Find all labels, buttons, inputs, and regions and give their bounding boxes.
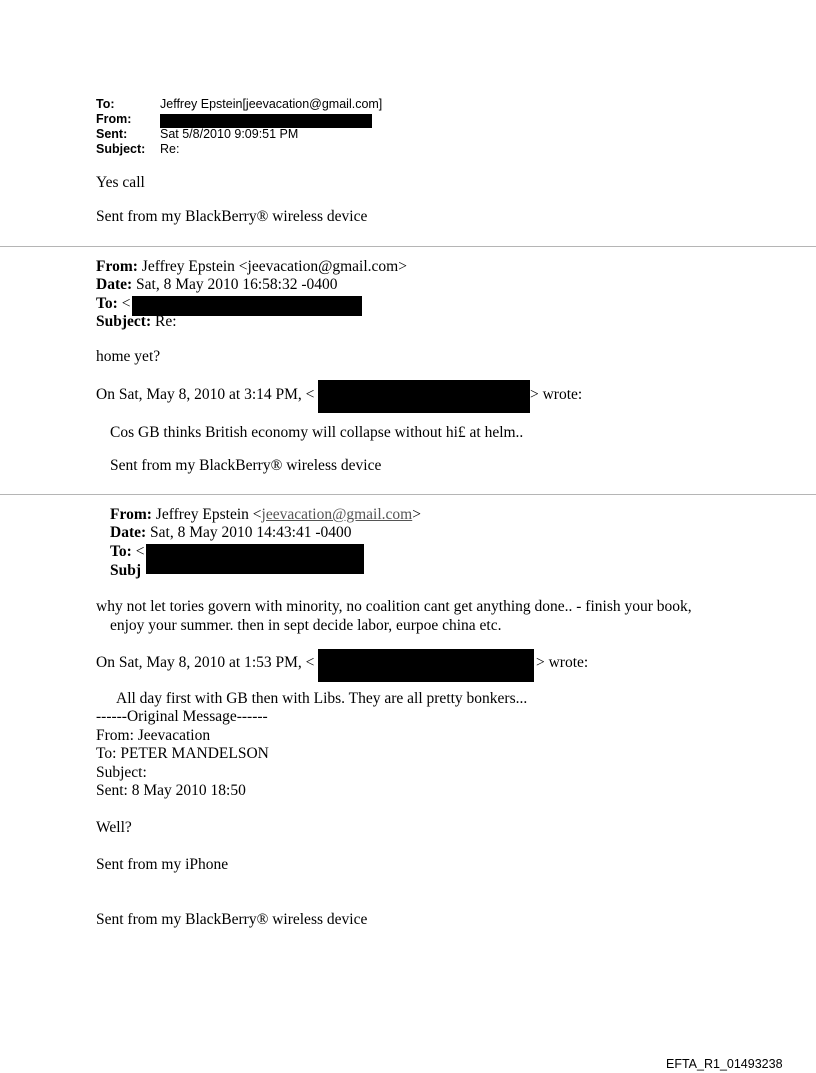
header3-from xyxy=(110,506,421,524)
header1-subject-value: Re: xyxy=(160,142,180,156)
header1-sent-value: Sat 5/8/2010 9:09:51 PM xyxy=(160,127,299,141)
body3-on-suffix: > wrote: xyxy=(536,654,589,671)
body2-quote1: Cos GB thinks British economy will collapse without hi£ at helm.. xyxy=(110,424,524,441)
body3-para1-line2: enjoy your summer. then in sept decide labor, eurpoe china etc. xyxy=(110,617,502,634)
body3-iphone-signature: Sent from my iPhone xyxy=(96,856,229,873)
redaction-box xyxy=(146,544,364,574)
body1-signature: Sent from my BlackBerry® wireless device xyxy=(96,208,368,225)
header2-from xyxy=(96,258,407,276)
body3-quote1: All day first with GB then with Libs. They are all pretty bonkers... xyxy=(116,690,528,707)
header3-from-label: From: xyxy=(110,506,152,523)
document-id: EFTA_R1_01493238 xyxy=(666,1057,783,1071)
divider xyxy=(0,246,816,247)
original-message-subject: Subject: xyxy=(96,764,147,781)
original-message-to: To: PETER MANDELSON xyxy=(96,745,269,762)
header2-date-value: Sat, 8 May 2010 16:58:32 -0400 xyxy=(136,276,338,293)
header1-subject-label: Subject: xyxy=(96,142,146,156)
header3-from-prefix: Jeffrey Epstein < xyxy=(155,506,262,523)
header3-date-label: Date: xyxy=(110,524,147,541)
redaction-box xyxy=(160,114,372,128)
header1-sent-label: Sent: xyxy=(96,127,128,141)
redaction-box xyxy=(318,380,530,413)
header1-from-label: From: xyxy=(96,112,132,126)
header1-to-label: To: xyxy=(96,97,115,111)
header3-to xyxy=(110,543,144,561)
body3-well: Well? xyxy=(96,819,132,836)
body2-on-suffix: > wrote: xyxy=(530,386,583,403)
body2-quote-signature: Sent from my BlackBerry® wireless device xyxy=(110,457,382,474)
body1-line1: Yes call xyxy=(96,174,145,191)
body2-on-prefix: On Sat, May 8, 2010 at 3:14 PM, < xyxy=(96,386,315,403)
original-message-header: ------Original Message------ xyxy=(96,708,268,725)
header3-to-value: < xyxy=(135,543,145,560)
body3-para1-line1: why not let tories govern with minority, no coalition cant get anything done.. - finish your book, xyxy=(96,598,692,615)
header2-from-value: Jeffrey Epstein <jeevacation@gmail.com> xyxy=(141,258,407,275)
header2-subject-label: Subject: xyxy=(96,313,152,330)
header2-subject xyxy=(96,313,177,331)
header2-to-value: < xyxy=(121,295,131,312)
body2-line1: home yet? xyxy=(96,348,161,365)
header3-from-suffix: > xyxy=(412,506,421,523)
header2-subject-value: Re: xyxy=(154,313,177,330)
header2-to xyxy=(96,295,130,313)
divider xyxy=(0,494,816,495)
header3-subject-partial: Subj xyxy=(110,562,142,579)
header2-date xyxy=(96,276,338,294)
header2-from-label: From: xyxy=(96,258,138,275)
header2-to-label: To: xyxy=(96,295,118,312)
redaction-box xyxy=(318,649,534,682)
email-link[interactable]: jeevacation@gmail.com xyxy=(261,506,413,523)
body3-on-prefix: On Sat, May 8, 2010 at 1:53 PM, < xyxy=(96,654,315,671)
header2-date-label: Date: xyxy=(96,276,133,293)
header3-date xyxy=(110,524,352,542)
header3-to-label: To: xyxy=(110,543,132,560)
original-message-sent: Sent: 8 May 2010 18:50 xyxy=(96,782,246,799)
original-message-from: From: Jeevacation xyxy=(96,727,211,744)
header3-date-value: Sat, 8 May 2010 14:43:41 -0400 xyxy=(150,524,352,541)
body3-blackberry-signature: Sent from my BlackBerry® wireless device xyxy=(96,911,368,928)
header1-to-value: Jeffrey Epstein[jeevacation@gmail.com] xyxy=(160,97,383,111)
